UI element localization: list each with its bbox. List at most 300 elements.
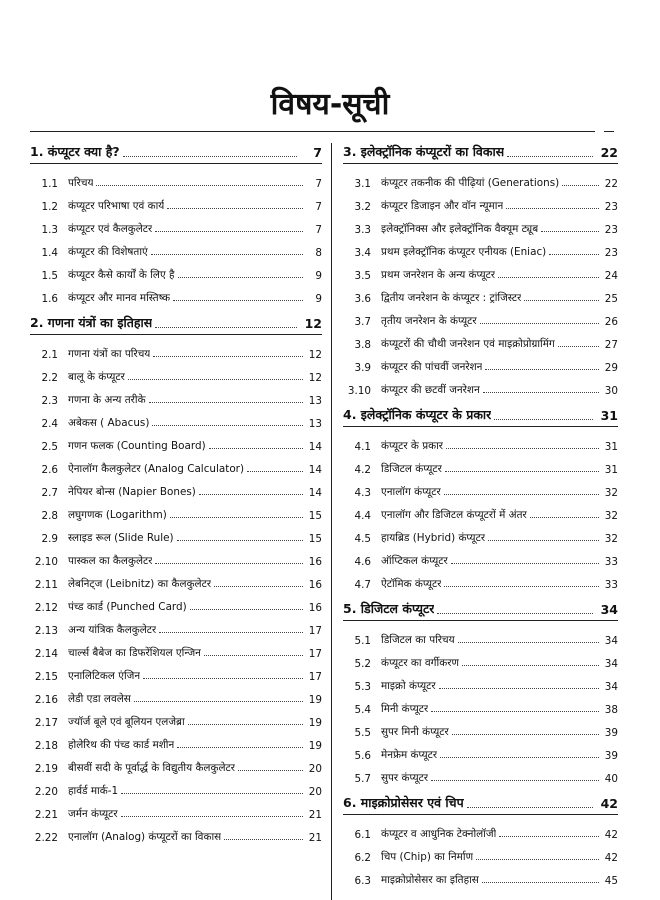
dot-leader [437, 613, 593, 614]
dot-leader [440, 757, 599, 758]
dot-leader [458, 642, 599, 643]
entry-title: कंप्यूटर परिभाषा एवं कार्य [68, 200, 165, 212]
dot-leader [170, 517, 303, 518]
section-page-number: 31 [600, 408, 618, 423]
entry-title: हायब्रिड (Hybrid) कंप्यूटर [381, 532, 486, 544]
entry-page-number: 27 [604, 339, 618, 351]
entry-page-number: 16 [308, 579, 322, 591]
toc-entry [30, 453, 322, 476]
entry-page-number: 19 [308, 740, 322, 752]
toc-entry [30, 407, 322, 430]
entry-title: मिनी कंप्यूटर [381, 703, 429, 715]
entry-page-number: 20 [308, 763, 322, 775]
entry-title: माइक्रो कंप्यूटर [381, 680, 436, 692]
dot-leader [209, 448, 303, 449]
toc-entry [343, 624, 618, 647]
entry-page-number: 34 [604, 658, 618, 670]
entry-number: 5.1 [354, 635, 371, 647]
dot-leader [149, 402, 303, 403]
toc-entry [30, 660, 322, 683]
entry-page-number: 38 [604, 704, 618, 716]
entry-title: द्वितीय जनरेशन के कंप्यूटर : ट्रांजिस्टर [381, 292, 522, 304]
entry-number: 3.5 [354, 270, 371, 282]
toc-entry [30, 821, 322, 844]
entry-page-number: 15 [308, 533, 322, 545]
entry-title: कंप्यूटर की विशेषताएं [68, 246, 148, 258]
entry-page-number: 22 [604, 178, 618, 190]
entry-title: नेपियर बोन्स (Napier Bones) [68, 486, 196, 498]
dot-leader [541, 231, 599, 232]
entry-title: गणन फलक (Counting Board) [68, 440, 206, 452]
entry-page-number: 21 [308, 832, 322, 844]
entry-number: 6.1 [354, 829, 371, 841]
entry-number: 2.2 [41, 372, 58, 384]
toc-entry [343, 351, 618, 374]
dot-leader [128, 379, 303, 380]
page-title: विषय-सूची [270, 87, 390, 122]
dot-leader [467, 807, 593, 808]
entry-page-number: 33 [604, 579, 618, 591]
toc-entry [343, 430, 618, 453]
entry-page-number: 32 [604, 487, 618, 499]
toc-entry [30, 259, 322, 282]
dot-leader [188, 724, 303, 725]
toc-entry [343, 259, 618, 282]
dot-leader [451, 563, 599, 564]
entry-title: मेनफ्रेम कंप्यूटर [381, 749, 438, 761]
dot-leader [152, 425, 303, 426]
toc-entry [30, 798, 322, 821]
toc-entry [30, 706, 322, 729]
entry-title: परिचय [68, 177, 94, 189]
entry-title: एनालॉग कंप्यूटर [381, 486, 441, 498]
entry-title: इलेक्ट्रॉनिक्स और इलेक्ट्रॉनिक वैक्यूम ट्यूब [381, 223, 539, 235]
entry-page-number: 31 [604, 464, 618, 476]
dot-leader [499, 836, 599, 837]
toc-entry [30, 430, 322, 453]
dot-leader [167, 208, 303, 209]
toc-entry [30, 167, 322, 190]
toc-entry [30, 282, 322, 305]
dot-leader [178, 277, 303, 278]
toc-left-column [30, 140, 322, 844]
toc-entry [30, 637, 322, 660]
entry-title: ऐटॉमिक कंप्यूटर [381, 578, 442, 590]
entry-number: 2.14 [34, 648, 58, 660]
entry-number: 4.2 [354, 464, 371, 476]
entry-page-number: 16 [308, 602, 322, 614]
entry-page-number: 39 [604, 727, 618, 739]
entry-title: पंच्ड कार्ड (Punched Card) [68, 601, 187, 613]
dot-leader [445, 471, 599, 472]
entry-number: 2.18 [34, 740, 58, 752]
section-page-number: 22 [600, 145, 618, 160]
entry-title: एनालॉग (Analog) कंप्यूटरों का विकास [68, 831, 222, 843]
entry-title: माइक्रोप्रोसेसर का इतिहास [381, 874, 479, 886]
dot-leader [431, 780, 599, 781]
dot-leader [204, 655, 303, 656]
entry-title: प्रथम जनरेशन के अन्य कंप्यूटर [381, 269, 496, 281]
entry-title: कंप्यूटरों की चौथी जनरेशन एवं माइक्रोप्रोग्रामिंग [381, 338, 555, 350]
dot-leader [562, 185, 599, 186]
toc-entry [343, 670, 618, 693]
section-title: 6. माइक्रोप्रोसेसर एवं चिप [343, 795, 464, 810]
section-page-number: 12 [304, 316, 322, 331]
entry-number: 4.4 [354, 510, 371, 522]
entry-number: 2.3 [41, 395, 58, 407]
entry-title: लघुगणक (Logarithm) [68, 509, 167, 521]
toc-entry [30, 499, 322, 522]
toc-entry [343, 762, 618, 785]
entry-title: सुपर मिनी कंप्यूटर [381, 726, 449, 738]
entry-page-number: 12 [308, 349, 322, 361]
dot-leader [498, 277, 599, 278]
entry-page-number: 45 [604, 875, 618, 887]
toc-entry [343, 522, 618, 545]
dot-leader [444, 494, 599, 495]
entry-page-number: 19 [308, 717, 322, 729]
entry-page-number: 29 [604, 362, 618, 374]
title-rule [30, 131, 595, 132]
toc-entry [343, 167, 618, 190]
dot-leader [483, 392, 599, 393]
entry-page-number: 17 [308, 671, 322, 683]
entry-title: प्रथम इलेक्ट्रॉनिक कंप्यूटर एनीयक (Eniac) [381, 246, 547, 258]
entry-title: डिजिटल का परिचय [381, 634, 455, 646]
section-page-number: 34 [600, 602, 618, 617]
entry-title: लेडी एडा लवलेस [68, 693, 131, 705]
toc-entry [30, 591, 322, 614]
dot-leader [506, 208, 599, 209]
entry-page-number: 7 [315, 224, 322, 236]
entry-page-number: 19 [308, 694, 322, 706]
entry-title: बीसवीं सदी के पूर्वार्द्ध के विद्युतीय कैलकुलेटर [68, 762, 235, 774]
dot-leader [485, 369, 599, 370]
toc-entry [343, 864, 618, 887]
entry-title: कंप्यूटर की पांचवीं जनरेशन [381, 361, 483, 373]
entry-title: कंप्यूटर और मानव मस्तिष्क [68, 292, 171, 304]
dot-leader [238, 770, 303, 771]
dot-leader [446, 448, 599, 449]
toc-entry [30, 545, 322, 568]
toc-entry [30, 213, 322, 236]
entry-number: 1.5 [41, 270, 58, 282]
entry-number: 2.22 [34, 832, 58, 844]
entry-page-number: 7 [315, 178, 322, 190]
section-heading [30, 311, 322, 335]
toc-entry [343, 236, 618, 259]
entry-number: 2.6 [41, 464, 58, 476]
entry-number: 3.2 [354, 201, 371, 213]
dot-leader [143, 678, 303, 679]
entry-number: 1.4 [41, 247, 58, 259]
entry-page-number: 7 [315, 201, 322, 213]
entry-page-number: 14 [308, 487, 322, 499]
dot-leader [199, 494, 303, 495]
toc-entry [30, 338, 322, 361]
entry-page-number: 34 [604, 635, 618, 647]
dot-leader [123, 156, 297, 157]
entry-number: 4.3 [354, 487, 371, 499]
toc-entry [343, 305, 618, 328]
column-divider [331, 143, 332, 900]
dot-leader [121, 793, 303, 794]
entry-number: 3.6 [354, 293, 371, 305]
entry-number: 5.5 [354, 727, 371, 739]
entry-title: कंप्यूटर की छटवीं जनरेशन [381, 384, 480, 396]
dot-leader [151, 254, 303, 255]
entry-title: स्लाइड रूल (Slide Rule) [68, 532, 174, 544]
entry-number: 2.8 [41, 510, 58, 522]
entry-number: 1.3 [41, 224, 58, 236]
entry-title: जर्मन कंप्यूटर [68, 808, 118, 820]
entry-number: 2.13 [34, 625, 58, 637]
entry-title: कंप्यूटर कैसे कार्यों के लिए है [68, 269, 175, 281]
toc-entry [30, 190, 322, 213]
entry-number: 2.10 [34, 556, 58, 568]
entry-number: 2.21 [34, 809, 58, 821]
entry-number: 3.1 [354, 178, 371, 190]
entry-page-number: 42 [604, 852, 618, 864]
toc-entry [30, 384, 322, 407]
entry-page-number: 14 [308, 464, 322, 476]
toc-entry [30, 522, 322, 545]
toc-entry [343, 374, 618, 397]
toc-entry [343, 282, 618, 305]
entry-page-number: 42 [604, 829, 618, 841]
entry-page-number: 12 [308, 372, 322, 384]
entry-title: कंप्यूटर तकनीक की पीढ़ियां (Generations) [381, 177, 560, 189]
section-page-number: 7 [313, 145, 322, 160]
entry-number: 4.6 [354, 556, 371, 568]
entry-title: ऑप्टिकल कंप्यूटर [381, 555, 448, 567]
dot-leader [173, 300, 303, 301]
entry-title: एनालॉग और डिजिटल कंप्यूटरों में अंतर [381, 509, 527, 521]
entry-title: सुपर कंप्यूटर [381, 772, 429, 784]
dot-leader [153, 356, 303, 357]
entry-number: 2.7 [41, 487, 58, 499]
section-title: 2. गणना यंत्रों का इतिहास [30, 315, 153, 330]
toc-entry [30, 236, 322, 259]
dot-leader [482, 882, 599, 883]
entry-number: 2.15 [34, 671, 58, 683]
entry-number: 4.1 [354, 441, 371, 453]
dot-leader [439, 688, 599, 689]
entry-page-number: 40 [604, 773, 618, 785]
entry-title: हार्वर्ड मार्क-1 [68, 785, 119, 797]
title-rule-end [604, 131, 614, 132]
dot-leader [507, 156, 593, 157]
entry-page-number: 17 [308, 625, 322, 637]
dot-leader [480, 323, 599, 324]
toc-entry [30, 775, 322, 798]
entry-page-number: 23 [604, 247, 618, 259]
entry-number: 5.2 [354, 658, 371, 670]
section-title: 1. कंप्यूटर क्या है? [30, 144, 120, 159]
dot-leader [431, 711, 599, 712]
section-heading [30, 140, 322, 164]
section-title: 5. डिजिटल कंप्यूटर [343, 601, 435, 616]
entry-page-number: 23 [604, 224, 618, 236]
dot-leader [134, 701, 303, 702]
entry-page-number: 33 [604, 556, 618, 568]
entry-page-number: 39 [604, 750, 618, 762]
entry-page-number: 26 [604, 316, 618, 328]
entry-number: 6.2 [354, 852, 371, 864]
toc-entry [343, 818, 618, 841]
dot-leader [452, 734, 599, 735]
entry-number: 2.1 [41, 349, 58, 361]
toc-entry [30, 729, 322, 752]
entry-title: अन्य यांत्रिक कैलकुलेटर [68, 624, 157, 636]
entry-title: गणना यंत्रों का परिचय [68, 348, 151, 360]
entry-number: 5.6 [354, 750, 371, 762]
entry-number: 5.4 [354, 704, 371, 716]
entry-page-number: 8 [315, 247, 322, 259]
entry-page-number: 34 [604, 681, 618, 693]
entry-number: 2.4 [41, 418, 58, 430]
entry-title: गणना के अन्य तरीके [68, 394, 146, 406]
dot-leader [121, 816, 303, 817]
entry-page-number: 15 [308, 510, 322, 522]
entry-title: कंप्यूटर डिजाइन और वॉन न्यूमान [381, 200, 504, 212]
section-title: 4. इलेक्ट्रॉनिक कंप्यूटर के प्रकार [343, 407, 492, 422]
entry-page-number: 31 [604, 441, 618, 453]
dot-leader [558, 346, 599, 347]
entry-page-number: 16 [308, 556, 322, 568]
dot-leader [159, 632, 303, 633]
entry-title: कंप्यूटर एवं कैलकुलेटर [68, 223, 153, 235]
entry-page-number: 14 [308, 441, 322, 453]
entry-page-number: 25 [604, 293, 618, 305]
entry-number: 3.9 [354, 362, 371, 374]
entry-number: 6.3 [354, 875, 371, 887]
dot-leader [444, 586, 599, 587]
toc-entry [343, 545, 618, 568]
entry-title: ज्यॉर्ज बूले एवं बूलियन एलजेब्रा [68, 716, 185, 728]
toc-entry [30, 476, 322, 499]
entry-page-number: 17 [308, 648, 322, 660]
toc-entry [30, 752, 322, 775]
dot-leader [177, 540, 303, 541]
toc-entry [343, 499, 618, 522]
entry-number: 3.4 [354, 247, 371, 259]
entry-page-number: 32 [604, 510, 618, 522]
toc-entry [343, 647, 618, 670]
entry-number: 2.19 [34, 763, 58, 775]
entry-page-number: 13 [308, 418, 322, 430]
dot-leader [214, 586, 303, 587]
dot-leader [476, 859, 599, 860]
toc-entry [343, 568, 618, 591]
section-heading [343, 597, 618, 621]
entry-page-number: 24 [604, 270, 618, 282]
entry-number: 4.5 [354, 533, 371, 545]
entry-page-number: 13 [308, 395, 322, 407]
toc-entry [343, 190, 618, 213]
entry-number: 2.17 [34, 717, 58, 729]
entry-number: 2.5 [41, 441, 58, 453]
section-heading [343, 791, 618, 815]
entry-number: 3.3 [354, 224, 371, 236]
toc-entry [343, 693, 618, 716]
entry-page-number: 9 [315, 270, 322, 282]
toc-entry [343, 453, 618, 476]
entry-title: होलेरिथ की पंच्ड कार्ड मशीन [68, 739, 175, 751]
entry-number: 4.7 [354, 579, 371, 591]
toc-entry [30, 568, 322, 591]
entry-title: लेबनिट्ज (Leibnitz) का कैलकुलेटर [68, 578, 212, 590]
dot-leader [190, 609, 303, 610]
entry-title: अबेकस ( Abacus) [68, 417, 150, 429]
entry-number: 3.8 [354, 339, 371, 351]
entry-title: कंप्यूटर के प्रकार [381, 440, 444, 452]
entry-number: 2.12 [34, 602, 58, 614]
entry-number: 1.2 [41, 201, 58, 213]
entry-title: कंप्यूटर का वर्गीकरण [381, 657, 459, 669]
toc-entry [30, 361, 322, 384]
entry-title: चिप (Chip) का निर्माण [381, 851, 474, 863]
entry-title: चार्ल्स बैबेज का डिफरेंशियल एन्जिन [68, 647, 201, 659]
dot-leader [524, 300, 599, 301]
entry-number: 2.20 [34, 786, 58, 798]
dot-leader [224, 839, 303, 840]
entry-title: बालू के कंप्यूटर [68, 371, 125, 383]
dot-leader [96, 185, 303, 186]
entry-number: 1.6 [41, 293, 58, 305]
dot-leader [530, 517, 599, 518]
entry-number: 1.1 [41, 178, 58, 190]
dot-leader [488, 540, 599, 541]
entry-title: कंप्यूटर व आधुनिक टेक्नोलॉजी [381, 828, 497, 840]
toc-entry [343, 476, 618, 499]
toc-entry [343, 213, 618, 236]
toc-right-column [343, 140, 618, 887]
dot-leader [155, 563, 303, 564]
entry-page-number: 23 [604, 201, 618, 213]
entry-page-number: 30 [604, 385, 618, 397]
dot-leader [462, 665, 599, 666]
entry-number: 2.16 [34, 694, 58, 706]
section-page-number: 42 [600, 796, 618, 811]
entry-title: ऐनालॉग कैलकुलेटर (Analog Calculator) [68, 463, 245, 475]
entry-number: 3.7 [354, 316, 371, 328]
entry-number: 2.11 [34, 579, 58, 591]
entry-title: तृतीय जनरेशन के कंप्यूटर [381, 315, 477, 327]
entry-page-number: 9 [315, 293, 322, 305]
section-title: 3. इलेक्ट्रॉनिक कंप्यूटरों का विकास [343, 144, 505, 159]
entry-number: 5.3 [354, 681, 371, 693]
entry-number: 5.7 [354, 773, 371, 785]
section-heading [343, 140, 618, 164]
dot-leader [494, 419, 593, 420]
toc-entry [343, 328, 618, 351]
dot-leader [549, 254, 599, 255]
toc-entry [30, 614, 322, 637]
toc-entry [343, 739, 618, 762]
entry-page-number: 21 [308, 809, 322, 821]
toc-entry [343, 841, 618, 864]
entry-page-number: 32 [604, 533, 618, 545]
dot-leader [155, 231, 303, 232]
dot-leader [177, 747, 303, 748]
dot-leader [247, 471, 303, 472]
toc-entry [343, 716, 618, 739]
entry-number: 2.9 [41, 533, 58, 545]
entry-title: पास्कल का कैलकुलेटर [68, 555, 153, 567]
entry-title: डिजिटल कंप्यूटर [381, 463, 442, 475]
dot-leader [155, 327, 297, 328]
